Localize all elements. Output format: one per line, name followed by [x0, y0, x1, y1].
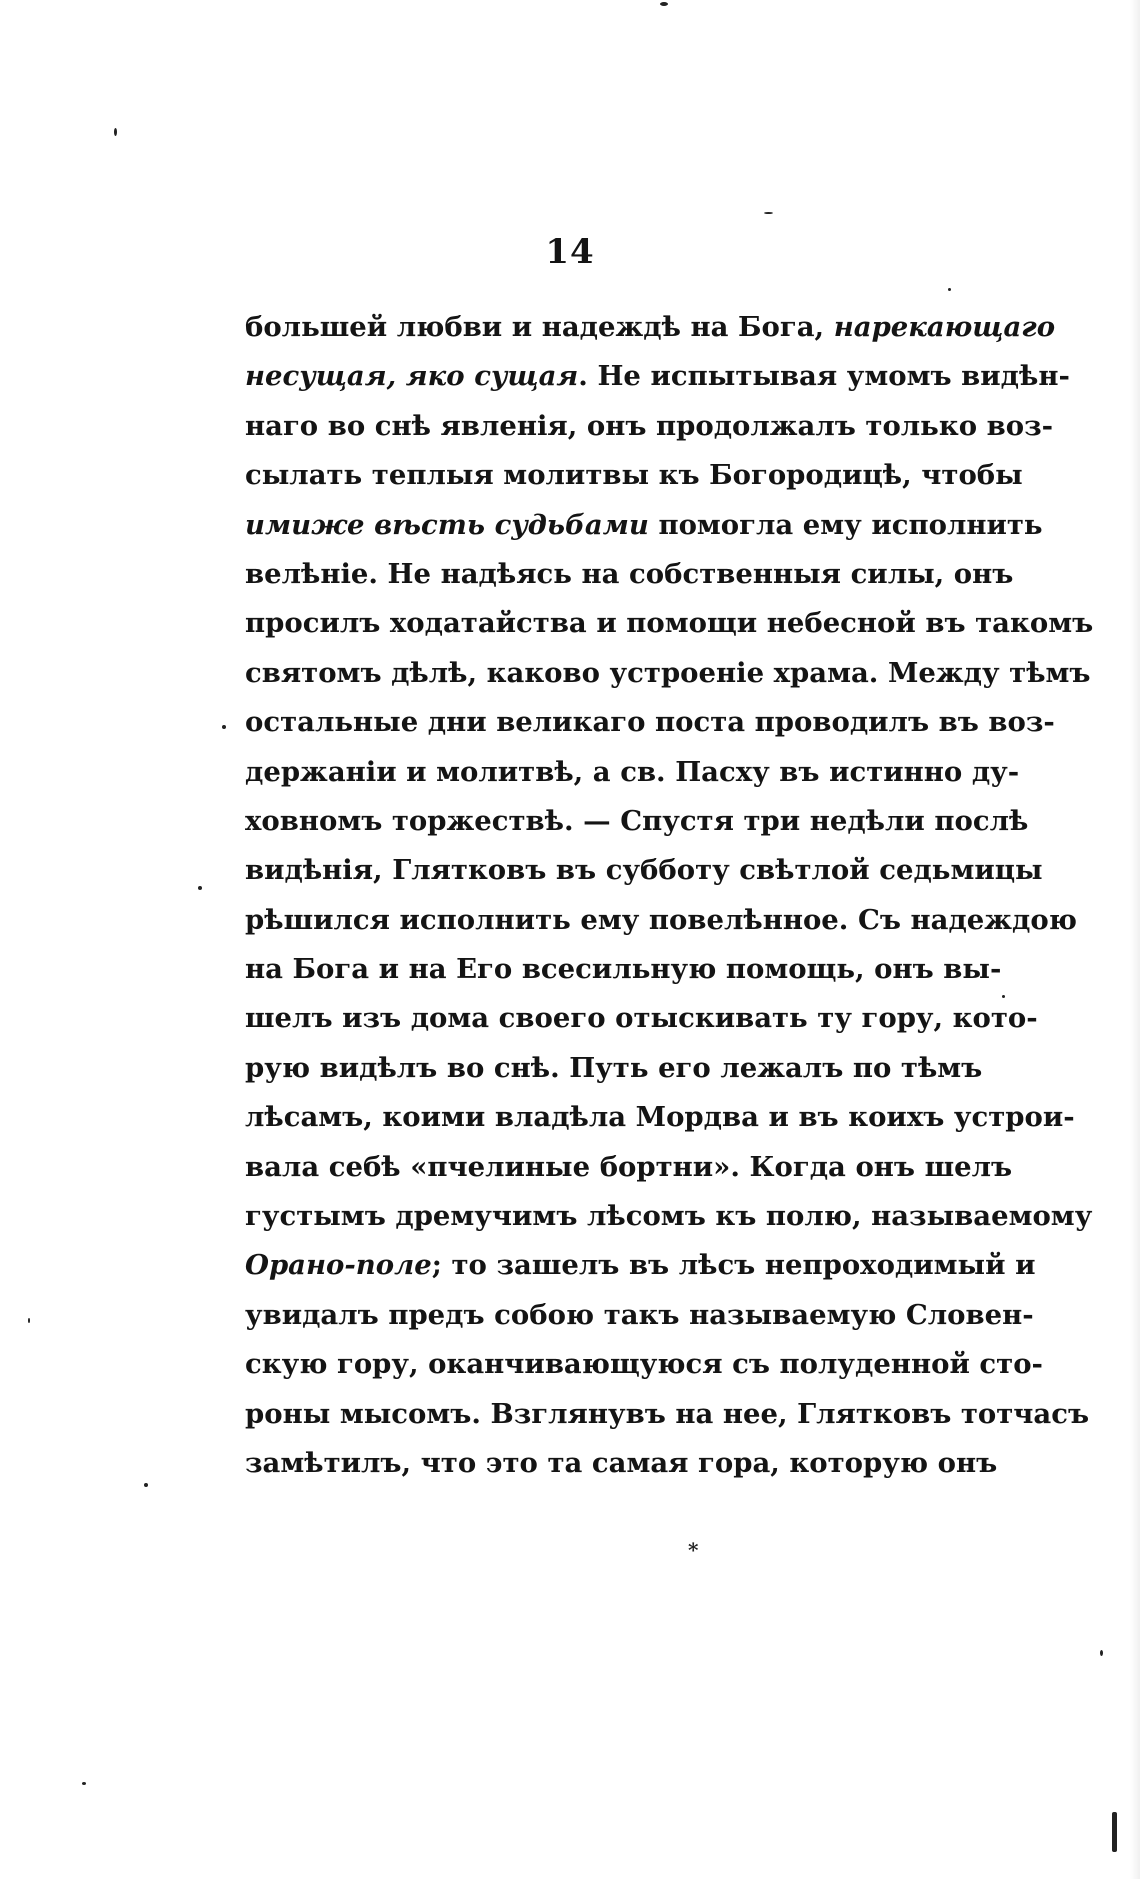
- text-segment: вала себѣ «пчелиные бортни». Когда онъ шелъ: [245, 1150, 1013, 1183]
- text-line: [245, 352, 1070, 401]
- text-segment: скую гору, оканчивающуюся съ полуденной сто-: [245, 1348, 1043, 1381]
- text-line: [245, 945, 1002, 994]
- paper-speck: [144, 1483, 148, 1487]
- text-line: [245, 599, 1094, 648]
- text-line: [245, 994, 1038, 1043]
- text-line: [245, 451, 1023, 500]
- text-segment: ховномъ торжествѣ. — Спустя три недѣли послѣ: [245, 804, 1029, 837]
- text-segment: шелъ изъ дома своего отыскивать ту гору, кото-: [245, 1002, 1038, 1035]
- italic-text: Орано-поле: [245, 1249, 432, 1282]
- paper-speck: [1112, 1812, 1117, 1852]
- text-segment: увидалъ предъ собою такъ называемую Словен-: [245, 1298, 1034, 1331]
- text-segment: святомъ дѣлѣ, каково устроеніе храма. Между тѣмъ: [245, 656, 1091, 689]
- paper-speck: [1002, 995, 1005, 998]
- text-segment: просилъ ходатайства и помощи небесной въ такомъ: [245, 607, 1094, 640]
- paper-speck: [222, 725, 226, 729]
- paper-speck: [948, 288, 951, 291]
- text-segment: остальные дни великаго поста проводилъ въ воз-: [245, 706, 1055, 739]
- text-line: [245, 649, 1091, 698]
- text-segment: держаніи и молитвѣ, а св. Пасху въ истинно ду-: [245, 755, 1020, 788]
- text-segment: лѣсамъ, коими владѣла Мордва и въ коихъ устрои-: [245, 1101, 1075, 1134]
- text-line: [245, 402, 1054, 451]
- text-line: [245, 1044, 983, 1093]
- paper-speck: [1100, 1650, 1103, 1656]
- page-edge-shadow: [1130, 0, 1140, 1879]
- text-segment: роны мысомъ. Взглянувъ на нее, Глятковъ тотчасъ: [245, 1397, 1090, 1430]
- paper-speck: [198, 886, 202, 890]
- text-segment: большей любви и надеждѣ на Бога,: [245, 311, 834, 343]
- text-segment: помогла ему исполнить: [648, 508, 1043, 541]
- text-line: [245, 1241, 1036, 1290]
- text-line: [245, 846, 1043, 895]
- text-segment: наго во снѣ явленія, онъ продолжалъ только воз-: [245, 409, 1054, 442]
- paper-speck: [82, 1782, 86, 1785]
- page-number: 14: [545, 232, 595, 272]
- text-line: [245, 501, 1043, 550]
- text-segment: на Бога и на Его всесильную помощь, онъ вы-: [245, 953, 1002, 986]
- text-segment: велѣніе. Не надѣясь на собственныя силы, онъ: [245, 557, 1014, 590]
- body-text: [245, 303, 1094, 1488]
- text-segment: сылать теплыя молитвы къ Богородицѣ, чтобы: [245, 459, 1023, 492]
- text-segment: замѣтилъ, что это та самая гора, которую онъ: [245, 1446, 998, 1479]
- text-segment: рѣшился исполнить ему повелѣнное. Съ надеждою: [245, 903, 1077, 936]
- text-line: [245, 698, 1055, 747]
- signature-mark: *: [688, 1538, 699, 1562]
- text-line: [245, 550, 1014, 599]
- text-segment: густымъ дремучимъ лѣсомъ къ полю, называемому: [245, 1200, 1093, 1233]
- paper-speck: [114, 128, 117, 136]
- text-line: [245, 1192, 1093, 1241]
- text-segment: видѣнія, Глятковъ въ субботу свѣтлой седьмицы: [245, 854, 1043, 887]
- italic-text: имиже вѣсть судьбами: [245, 508, 649, 541]
- text-line: [245, 1093, 1075, 1142]
- text-line: [245, 748, 1020, 797]
- text-line: [245, 303, 1056, 352]
- italic-text: нарекающаго: [833, 311, 1056, 343]
- text-line: [245, 1439, 998, 1488]
- text-segment: ; то зашелъ въ лѣсъ непроходимый и: [431, 1249, 1036, 1282]
- text-line: [245, 1340, 1043, 1389]
- text-line: [245, 797, 1029, 846]
- paper-speck: [764, 212, 773, 214]
- text-line: [245, 1390, 1090, 1439]
- text-line: [245, 1291, 1034, 1340]
- paper-speck: [660, 2, 668, 6]
- text-line: [245, 1143, 1013, 1192]
- text-line: [245, 896, 1077, 945]
- text-segment: . Не испытывая умомъ видѣн-: [578, 360, 1070, 393]
- italic-text: несущая, яко сущая: [245, 360, 579, 393]
- text-segment: рую видѣлъ во снѣ. Путь его лежалъ по тѣмъ: [245, 1051, 983, 1084]
- paper-speck: [28, 1318, 30, 1323]
